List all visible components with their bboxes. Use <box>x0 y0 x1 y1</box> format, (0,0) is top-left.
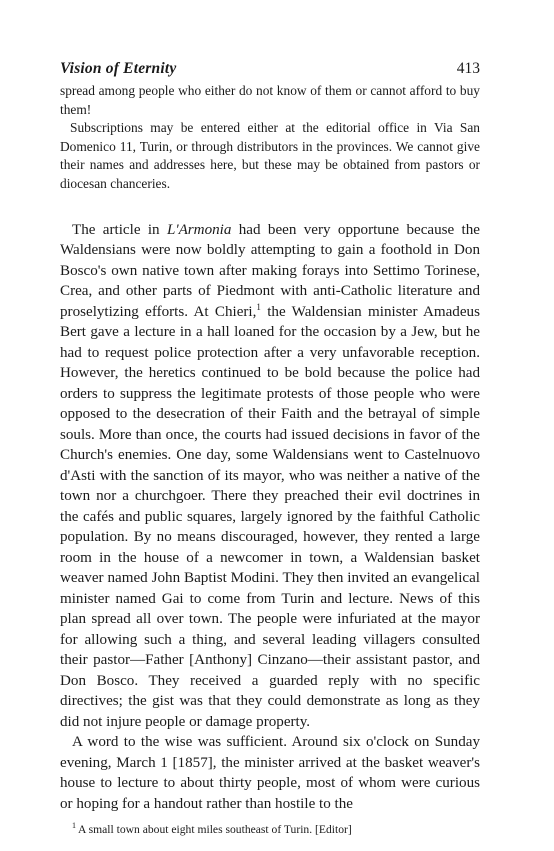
running-head <box>60 60 480 82</box>
article-text: The article in <box>72 221 167 238</box>
footnote-reference: 1 <box>256 301 261 312</box>
footnote-text: A small town about eight miles southeast of Turin. [Editor] <box>78 823 352 837</box>
article-paragraph-2: A word to the wise was sufficient. Around six o'clock on Sunday evening, March 1 [1857], the minister arrived at the basket weaver's house to lecture to about thirty people, most of whom were curious or hoping for a handout rather than hostile to the <box>60 734 480 812</box>
notice-line-1: spread among people who either do not know of them or cannot afford to buy them! <box>60 83 480 117</box>
article-text: the Waldensian minister Amadeus Bert gave a lecture in a hall loaned for the occasion by a Jew, but he had to request police protection after a very unfavorable reception. However, the heretics continued to be bold because the police had orders to suppress the legitimate protests of those people who were opposed to the desecration of their Faith and the betrayal of simple souls. More than once, the courts had issued decisions in favor of the Church's enemies. One day, some Waldensians went to Castelnuovo d'Asti with the sanction of its mayor, who was neither a native of the town nor a churchgoer. There they preached their evil doctrines in the cafés and public squares, largely ignored by the faithful Catholic population. By no means discouraged, however, they rented a large room in the house of a newcomer in town, a Waldensian basket weaver named John Baptist Modini. They then invited an evangelical minister named Gai to come from Turin and lecture. News of this plan spread all over town. The people were infuriated at the mayor for allowing such a thing, and several leading villagers consulted their pastor—Father [Anthony] Cinzano—their assistant pastor, and Don Bosco. They received a guarded reply with no specific directives; the gist was that they could demonstrate as long as they did not injure people or damage property. <box>60 303 480 730</box>
newspaper-title: L'Armonia <box>166 221 232 238</box>
book-page <box>60 60 480 838</box>
article-paragraph-1 <box>60 220 480 733</box>
footnote-mark: 1 <box>72 821 76 831</box>
notice-line-2: Subscriptions may be entered either at the editorial office in Via San Domenico 11, Turin, or through distributors in the provinces. We cannot give their names and addresses here, but these may be obtained from pastors or diocesan chanceries. <box>60 120 480 191</box>
article-body <box>60 220 480 815</box>
running-head-title: Vision of Eternity <box>60 60 177 77</box>
page-number: 413 <box>456 60 480 77</box>
subscription-notice <box>60 82 480 194</box>
section-gap <box>60 194 480 220</box>
article-text: had been very opportune because the Waldensians were now boldly attempting to gain a foothold in Don Bosco's own native town after making forays into Settimo Torinese, Crea, and other parts of Piedmont with anti-Catholic literature and proselytizing efforts. At Chieri, <box>60 221 480 320</box>
footnote <box>60 822 480 838</box>
